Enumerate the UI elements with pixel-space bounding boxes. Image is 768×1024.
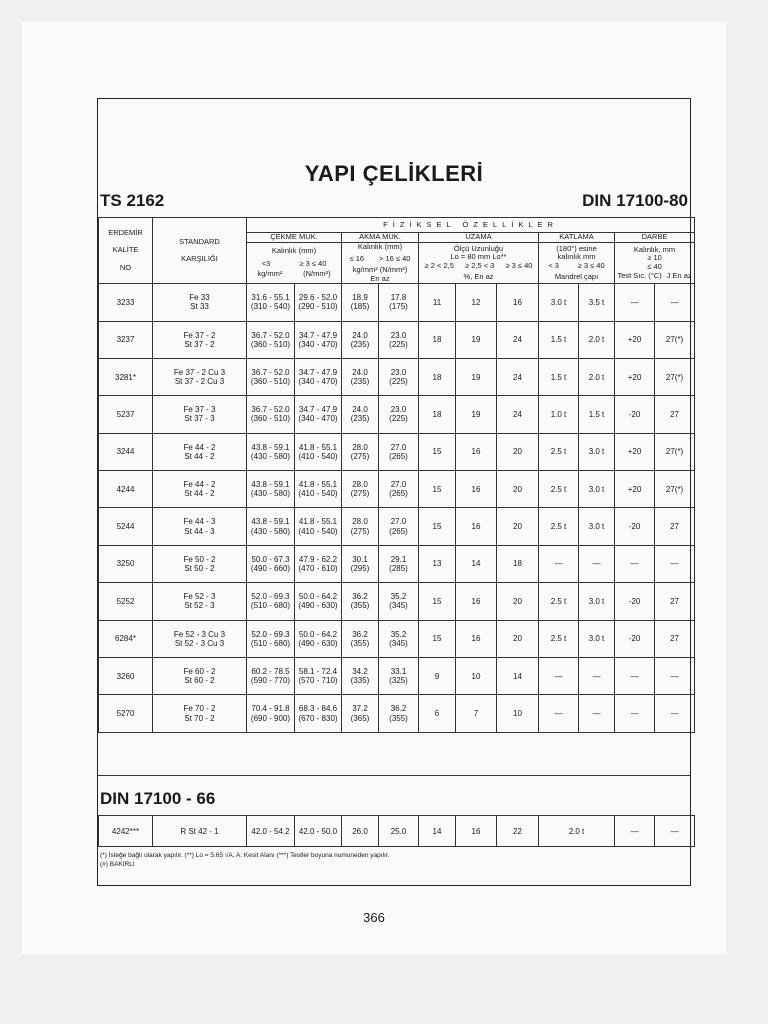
cell-c1: 52.0 - 69.3 (510 - 680) xyxy=(247,583,295,620)
cell-c2: 41.8 - 55.1 (410 - 540) xyxy=(295,508,342,545)
cell-c1: 70.4 - 91.8 (690 - 900) xyxy=(247,695,295,732)
cell-c1: 31.6 - 55.1 (310 - 540) xyxy=(247,284,295,321)
cell-d1: — xyxy=(615,658,655,695)
cell-d2: 27(*) xyxy=(655,471,695,508)
cell-u3: 10 xyxy=(497,695,539,732)
cell-k1: 3.0 t xyxy=(539,284,579,321)
cell-c2: 41.8 - 55.1 (410 - 540) xyxy=(295,471,342,508)
table-row xyxy=(99,433,695,470)
cell-c2: 47.9 - 62.2 (470 - 610) xyxy=(295,545,342,582)
cell-uzama-1: 14 xyxy=(419,816,456,847)
cell-uzama-2: 16 xyxy=(456,816,497,847)
cell-std: Fe 44 - 2 St 44 - 2 xyxy=(153,471,247,508)
cell-c1: 36.7 - 52.0 (360 - 510) xyxy=(247,396,295,433)
table-row xyxy=(99,321,695,358)
section-divider xyxy=(98,775,690,776)
cell-c2: 29.6 - 52.0 (290 - 510) xyxy=(295,284,342,321)
cell-u3: 20 xyxy=(497,508,539,545)
cell-c1: 43.8 - 59.1 (430 - 580) xyxy=(247,433,295,470)
cell-a2: 23.0 (225) xyxy=(379,396,419,433)
cell-no: 3237 xyxy=(99,321,153,358)
cekme-subheader: Kalınlık (mm) <3 ≥ 3 ≤ 40 kg/mm² (N/mm²) xyxy=(247,242,342,284)
cell-u3: 24 xyxy=(497,358,539,395)
cell-c1: 43.8 - 59.1 (430 - 580) xyxy=(247,508,295,545)
table-row xyxy=(99,583,695,620)
cell-d2: — xyxy=(655,695,695,732)
cell-u2: 19 xyxy=(456,396,497,433)
cell-a1: 28.0 (275) xyxy=(342,471,379,508)
cell-u1: 11 xyxy=(419,284,456,321)
akma-header: AKMA MUK. xyxy=(342,233,419,243)
cell-k2: — xyxy=(579,695,615,732)
cell-k2: 3.0 t xyxy=(579,471,615,508)
din66-table xyxy=(98,815,695,847)
table-row xyxy=(99,658,695,695)
table-row xyxy=(99,695,695,732)
table-row xyxy=(99,816,695,847)
cell-no: 3260 xyxy=(99,658,153,695)
cell-k2: 3.0 t xyxy=(579,583,615,620)
cell-a1: 24.0 (235) xyxy=(342,396,379,433)
cell-d2: — xyxy=(655,545,695,582)
cell-a1: 24.0 (235) xyxy=(342,321,379,358)
cell-k1: 1.5 t xyxy=(539,358,579,395)
cell-c2: 41.8 - 55.1 (410 - 540) xyxy=(295,433,342,470)
cell-uzama-3: 22 xyxy=(497,816,539,847)
cell-a1: 36.2 (355) xyxy=(342,583,379,620)
cell-u1: 6 xyxy=(419,695,456,732)
cell-no: 4244 xyxy=(99,471,153,508)
cell-u3: 20 xyxy=(497,433,539,470)
cell-u2: 10 xyxy=(456,658,497,695)
cell-no: 5244 xyxy=(99,508,153,545)
cell-std: Fe 37 - 3 St 37 - 3 xyxy=(153,396,247,433)
cell-a1: 30.1 (295) xyxy=(342,545,379,582)
table-row xyxy=(99,396,695,433)
cell-no: 5270 xyxy=(99,695,153,732)
cell-d2: 27 xyxy=(655,508,695,545)
cell-std: R St 42 - 1 xyxy=(153,816,247,847)
physical-properties-header: FİZİKSEL ÖZELLİKLER xyxy=(247,218,695,233)
cell-d2: 27(*) xyxy=(655,358,695,395)
cell-a1: 28.0 (275) xyxy=(342,508,379,545)
cell-c2: 34.7 - 47.9 (340 - 470) xyxy=(295,396,342,433)
cell-a2: 36.2 (355) xyxy=(379,695,419,732)
akma-subheader: Kalınlık (mm) ≤ 16 > 16 ≤ 40 kg/mm² (N/mm²) En az xyxy=(342,242,419,284)
cell-u1: 15 xyxy=(419,620,456,657)
properties-table xyxy=(98,217,695,733)
cell-u2: 7 xyxy=(456,695,497,732)
cell-a2: 33.1 (325) xyxy=(379,658,419,695)
cell-a2: 17.8 (175) xyxy=(379,284,419,321)
cell-akma-1: 26.0 xyxy=(342,816,379,847)
cell-d2: — xyxy=(655,284,695,321)
cell-darbe-1: — xyxy=(615,816,655,847)
cell-darbe-2: — xyxy=(655,816,695,847)
cell-u1: 15 xyxy=(419,433,456,470)
cell-k2: 3.5 t xyxy=(579,284,615,321)
cell-u3: 20 xyxy=(497,583,539,620)
cell-u1: 18 xyxy=(419,358,456,395)
page-title: YAPI ÇELİKLERİ xyxy=(304,161,484,186)
cell-c1: 36.7 - 52.0 (360 - 510) xyxy=(247,358,295,395)
cell-a2: 27.0 (265) xyxy=(379,433,419,470)
cell-std: Fe 37 - 2 St 37 - 2 xyxy=(153,321,247,358)
cell-a2: 23.0 (225) xyxy=(379,358,419,395)
cell-u2: 16 xyxy=(456,471,497,508)
cell-std: Fe 37 - 2 Cu 3 St 37 - 2 Cu 3 xyxy=(153,358,247,395)
cell-u1: 15 xyxy=(419,508,456,545)
cell-k2: 3.0 t xyxy=(579,433,615,470)
cell-u3: 24 xyxy=(497,396,539,433)
cell-d2: 27 xyxy=(655,620,695,657)
cell-no: 4242*** xyxy=(99,816,153,847)
cell-std: Fe 33 St 33 xyxy=(153,284,247,321)
page-frame xyxy=(97,98,691,886)
cell-d2: 27(*) xyxy=(655,321,695,358)
footnote-1: (*) İsteğe bağlı olarak yapılır. (**) Lo = 5.65 √A, A: Kesit Alanı (***) Testler boyuna numuneden yapılır. xyxy=(100,852,390,859)
cell-u1: 9 xyxy=(419,658,456,695)
cell-d1: — xyxy=(615,545,655,582)
cell-c1: 52.0 - 69.3 (510 - 680) xyxy=(247,620,295,657)
cell-a2: 35.2 (345) xyxy=(379,583,419,620)
cekme-header: ÇEKME MUK. xyxy=(247,233,342,243)
cell-k1: 2.5 t xyxy=(539,471,579,508)
cell-u3: 18 xyxy=(497,545,539,582)
cell-c1: 43.8 - 59.1 (430 - 580) xyxy=(247,471,295,508)
cell-c2: 34.7 - 47.9 (340 - 470) xyxy=(295,358,342,395)
cell-d1: +20 xyxy=(615,471,655,508)
footnotes xyxy=(100,851,389,869)
cell-d2: 27(*) xyxy=(655,433,695,470)
cell-std: Fe 44 - 2 St 44 - 2 xyxy=(153,433,247,470)
cell-c2: 34.7 - 47.9 (340 - 470) xyxy=(295,321,342,358)
standard-ts: TS 2162 xyxy=(100,191,165,210)
cell-a2: 29.1 (285) xyxy=(379,545,419,582)
cell-u2: 16 xyxy=(456,508,497,545)
cell-u1: 18 xyxy=(419,396,456,433)
cell-a2: 23.0 (225) xyxy=(379,321,419,358)
cell-no: 3244 xyxy=(99,433,153,470)
cell-d1: — xyxy=(615,284,655,321)
cell-u3: 14 xyxy=(497,658,539,695)
col-erdemir-header: ERDEMİR KALİTE NO xyxy=(99,218,153,284)
cell-std: Fe 70 - 2 St 70 - 2 xyxy=(153,695,247,732)
table-row xyxy=(99,508,695,545)
standard-din-66: DIN 17100 - 66 xyxy=(100,789,216,808)
table-row xyxy=(99,284,695,321)
cell-d1: +20 xyxy=(615,358,655,395)
katlama-header: KATLAMA xyxy=(539,233,615,243)
cell-k2: — xyxy=(579,545,615,582)
cell-no: 3281* xyxy=(99,358,153,395)
cell-u3: 16 xyxy=(497,284,539,321)
cell-u2: 16 xyxy=(456,433,497,470)
cell-k2: — xyxy=(579,658,615,695)
cell-c1: 60.2 - 78.5 (590 - 770) xyxy=(247,658,295,695)
cell-u1: 13 xyxy=(419,545,456,582)
cell-u2: 16 xyxy=(456,583,497,620)
cell-c1: 36.7 - 52.0 (360 - 510) xyxy=(247,321,295,358)
cell-d2: 27 xyxy=(655,396,695,433)
cell-u1: 18 xyxy=(419,321,456,358)
cell-k2: 1.5 t xyxy=(579,396,615,433)
cell-d2: 27 xyxy=(655,583,695,620)
cell-d1: -20 xyxy=(615,583,655,620)
cell-no: 3250 xyxy=(99,545,153,582)
cell-a2: 27.0 (265) xyxy=(379,508,419,545)
cell-d2: — xyxy=(655,658,695,695)
scanned-page xyxy=(22,22,726,954)
cell-k1: — xyxy=(539,545,579,582)
cell-no: 3233 xyxy=(99,284,153,321)
cell-k2: 2.0 t xyxy=(579,358,615,395)
cell-k2: 2.0 t xyxy=(579,321,615,358)
cell-a1: 37.2 (365) xyxy=(342,695,379,732)
table-row xyxy=(99,545,695,582)
uzama-header: UZAMA xyxy=(419,233,539,243)
cell-akma-2: 25.0 xyxy=(379,816,419,847)
cell-k2: 3.0 t xyxy=(579,508,615,545)
cell-u2: 14 xyxy=(456,545,497,582)
cell-k1: — xyxy=(539,695,579,732)
cell-u3: 20 xyxy=(497,471,539,508)
cell-d1: -20 xyxy=(615,620,655,657)
cell-k1: 2.5 t xyxy=(539,583,579,620)
table-row xyxy=(99,358,695,395)
cell-k1: 2.5 t xyxy=(539,433,579,470)
cell-a1: 24.0 (235) xyxy=(342,358,379,395)
page-number: 366 xyxy=(363,910,385,925)
cell-d1: +20 xyxy=(615,321,655,358)
cell-u2: 12 xyxy=(456,284,497,321)
uzama-subheader: Ölçü Uzunluğu Lo = 80 mm Lo** ≥ 2 < 2,5 ≥ 2,5 < 3 ≥ 3 ≤ 40 %, En az xyxy=(419,242,539,284)
darbe-subheader: Kalınlık, mm ≥ 10 ≤ 40 Test Sıc. (°C) J En az xyxy=(615,242,695,284)
cell-c1: 50.0 - 67.3 (490 - 660) xyxy=(247,545,295,582)
col-standard-header: STANDARD KARŞILIĞI xyxy=(153,218,247,284)
cell-a1: 18.9 (185) xyxy=(342,284,379,321)
cell-no: 5252 xyxy=(99,583,153,620)
cell-u2: 16 xyxy=(456,620,497,657)
cell-c2: 50.0 - 64.2 (490 - 630) xyxy=(295,583,342,620)
cell-u2: 19 xyxy=(456,358,497,395)
cell-a1: 28.0 (275) xyxy=(342,433,379,470)
table-row xyxy=(99,620,695,657)
cell-c2: 50.0 - 64.2 (490 - 630) xyxy=(295,620,342,657)
cell-a1: 36.2 (355) xyxy=(342,620,379,657)
katlama-subheader: (180°) esine kalınlık mm < 3 ≥ 3 ≤ 40 Mandrel çapı xyxy=(539,242,615,284)
cell-c2: 58.1 - 72.4 (570 - 710) xyxy=(295,658,342,695)
cell-c2: 68.3 - 84.6 (670 - 830) xyxy=(295,695,342,732)
cell-std: Fe 52 - 3 St 52 - 3 xyxy=(153,583,247,620)
cell-cekme-1: 42.0 - 54.2 xyxy=(247,816,295,847)
cell-k1: 2.5 t xyxy=(539,620,579,657)
cell-std: Fe 52 - 3 Cu 3 St 52 - 3 Cu 3 xyxy=(153,620,247,657)
cell-u2: 19 xyxy=(456,321,497,358)
cell-k2: 3.0 t xyxy=(579,620,615,657)
cell-u1: 15 xyxy=(419,583,456,620)
cell-a1: 34.2 (335) xyxy=(342,658,379,695)
cell-u3: 20 xyxy=(497,620,539,657)
cell-k1: — xyxy=(539,658,579,695)
cell-u1: 15 xyxy=(419,471,456,508)
cell-std: Fe 44 - 3 St 44 - 3 xyxy=(153,508,247,545)
cell-cekme-2: 42.0 - 50.0 xyxy=(295,816,342,847)
cell-a2: 27.0 (265) xyxy=(379,471,419,508)
cell-k1: 2.5 t xyxy=(539,508,579,545)
cell-katlama: 2.0 t xyxy=(539,816,615,847)
darbe-header: DARBE xyxy=(615,233,695,243)
cell-d1: -20 xyxy=(615,508,655,545)
cell-std: Fe 50 - 2 St 50 - 2 xyxy=(153,545,247,582)
cell-d1: — xyxy=(615,695,655,732)
footnote-2: (#) BAKIRLI xyxy=(100,861,135,869)
cell-d1: -20 xyxy=(615,396,655,433)
cell-k1: 1.0 t xyxy=(539,396,579,433)
cell-d1: +20 xyxy=(615,433,655,470)
cell-no: 6284* xyxy=(99,620,153,657)
table-row xyxy=(99,471,695,508)
cell-std: Fe 60 - 2 St 60 - 2 xyxy=(153,658,247,695)
cell-a2: 35.2 (345) xyxy=(379,620,419,657)
cell-u3: 24 xyxy=(497,321,539,358)
standard-din-80: DIN 17100-80 xyxy=(582,191,688,210)
cell-k1: 1.5 t xyxy=(539,321,579,358)
cell-no: 5237 xyxy=(99,396,153,433)
